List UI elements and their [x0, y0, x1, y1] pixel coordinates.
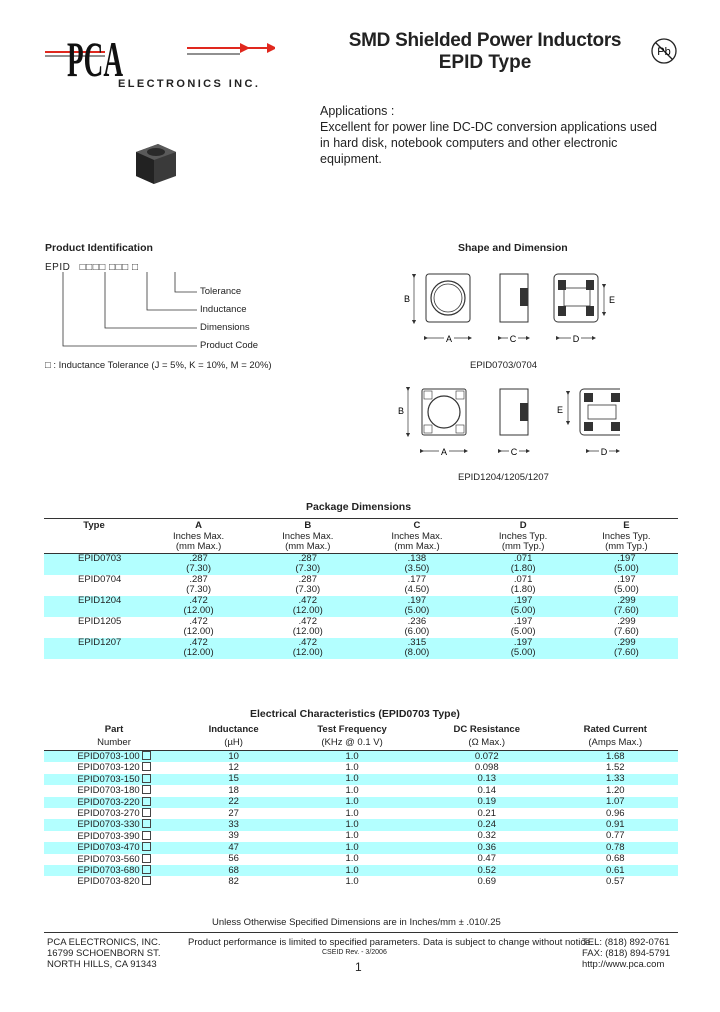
col-c: C	[362, 519, 471, 532]
cell-resistance: 0.24	[421, 819, 553, 830]
value-inches: .197	[617, 552, 636, 564]
cell-type: EPID1207	[44, 638, 144, 659]
value-mm: (5.00)	[613, 584, 639, 595]
table-row	[44, 831, 678, 842]
cell-b	[253, 617, 362, 638]
table-row	[44, 842, 678, 853]
tolerance-box-icon	[142, 751, 151, 760]
cell-resistance: 0.69	[477, 875, 496, 887]
cell-e	[575, 575, 678, 596]
value-inches: .197	[407, 594, 427, 606]
cell-frequency: 1.0	[283, 819, 421, 830]
value-inches: .299	[617, 636, 636, 648]
contact-fax: FAX: (818) 894-5791	[582, 948, 671, 959]
cell-frequency: 1.0	[345, 830, 359, 842]
cell-b	[253, 553, 362, 575]
cell-part	[44, 831, 184, 842]
table-row	[44, 819, 678, 830]
cell-frequency: 1.0	[283, 797, 421, 808]
cell-e	[575, 553, 678, 575]
col-a: A	[144, 519, 253, 532]
table-row	[44, 762, 678, 773]
table-row	[44, 774, 678, 785]
table-row	[44, 553, 678, 575]
cell-part	[44, 876, 184, 887]
cell-frequency: 1.0	[345, 784, 359, 796]
cell-resistance: 0.52	[421, 865, 553, 876]
col-frequency-unit: (KHz @ 0.1 V)	[321, 736, 383, 748]
part-number: EPID0703-180	[77, 785, 140, 797]
shape-diagram-1204	[396, 383, 620, 468]
cell-frequency: 1.0	[283, 842, 421, 853]
value-inches: .177	[407, 573, 427, 585]
value-mm: (4.50)	[404, 584, 430, 595]
tolerance-box-icon	[142, 774, 151, 783]
col-c-unit: Inches Max.	[391, 530, 443, 542]
tolerance-box-icon	[142, 854, 151, 863]
value-mm: (5.00)	[510, 626, 536, 637]
cell-inductance: 22	[184, 797, 283, 808]
cell-frequency: 1.0	[283, 751, 421, 763]
label-dimensions: Dimensions	[200, 322, 250, 333]
cell-a	[144, 575, 253, 596]
value-inches: .472	[298, 615, 317, 627]
cell-d	[472, 638, 575, 659]
cell-type: EPID1204	[44, 596, 144, 617]
value-mm: (5.00)	[510, 605, 536, 616]
col-d: D	[472, 519, 575, 532]
col-d-unit: Inches Typ.	[498, 530, 548, 542]
value-mm: (7.30)	[295, 584, 321, 595]
cell-resistance: 0.19	[421, 797, 553, 808]
tolerance-box-icon	[142, 842, 151, 851]
address-line-1: PCA ELECTRONICS, INC.	[47, 937, 161, 948]
table-row	[44, 617, 678, 638]
value-inches: .472	[189, 594, 208, 606]
cell-current: 1.52	[606, 761, 625, 773]
applications-text: Excellent for power line DC-DC conversion applications used in hard disk, notebook computers and other electronic equipment.	[320, 120, 657, 166]
value-mm: (6.00)	[404, 626, 430, 637]
tolerance-box-icon	[142, 797, 151, 806]
svg-text:D: D	[572, 334, 580, 344]
svg-text:A: A	[440, 447, 448, 457]
table-row	[44, 876, 678, 887]
cell-current: 0.68	[606, 853, 625, 865]
address-line-2: 16799 SCHOENBORN ST.	[47, 948, 161, 959]
cell-inductance: 47	[184, 842, 283, 853]
col-c-mm: (mm Max.)	[394, 541, 440, 552]
label-product-code: Product Code	[200, 340, 259, 351]
part-number: EPID0703-390	[77, 830, 140, 842]
cell-current: 0.96	[606, 807, 625, 819]
cell-frequency: 1.0	[283, 865, 421, 876]
value-inches: .287	[298, 573, 317, 585]
value-mm: (12.00)	[183, 605, 214, 616]
cell-frequency: 1.0	[345, 807, 359, 819]
value-mm: (3.50)	[404, 563, 430, 574]
value-mm: (7.60)	[613, 626, 639, 637]
cell-a	[144, 553, 253, 575]
tolerance-box-icon	[142, 876, 151, 885]
cell-a	[144, 638, 253, 659]
cell-a	[144, 617, 253, 638]
cell-type: EPID0704	[78, 573, 122, 585]
col-resistance-unit: (Ω Max.)	[468, 736, 506, 748]
cell-b	[253, 575, 362, 596]
cell-d	[472, 575, 575, 596]
cell-e	[575, 596, 678, 617]
value-mm: (12.00)	[183, 647, 214, 658]
col-inductance-unit: (µH)	[224, 736, 243, 748]
table-row	[44, 575, 678, 596]
tolerance-box-icon	[142, 785, 151, 794]
shape-caption-0703: EPID0703/0704	[470, 360, 538, 371]
col-part-sub: Number	[97, 736, 131, 748]
value-inches: .197	[617, 573, 636, 585]
cell-c	[362, 596, 471, 617]
col-e-mm: (mm Typ.)	[605, 541, 648, 552]
cell-frequency: 1.0	[345, 875, 359, 887]
value-mm: (7.30)	[295, 563, 321, 574]
part-number: EPID0703-150	[77, 773, 140, 785]
tolerance-box-icon	[142, 831, 151, 840]
cell-inductance: 56	[228, 853, 239, 865]
cell-inductance: 18	[228, 784, 239, 796]
cell-type: EPID0703	[44, 553, 144, 575]
part-number: EPID0703-270	[77, 808, 140, 820]
inductor-photo	[130, 140, 180, 188]
col-frequency: Test Frequency	[317, 724, 387, 735]
col-b-unit: Inches Max.	[282, 530, 334, 542]
part-number: EPID0703-120	[77, 762, 140, 774]
cell-part	[44, 751, 184, 763]
address-line-3: NORTH HILLS, CA 91343	[47, 959, 157, 970]
tolerance-note: □ : Inductance Tolerance (J = 5%, K = 10%, M = 20%)	[45, 360, 272, 371]
value-inches: .071	[513, 552, 533, 564]
cell-d	[472, 617, 575, 638]
cell-inductance: 10	[184, 751, 283, 763]
cell-e	[575, 617, 678, 638]
col-type: Type	[44, 519, 144, 532]
cell-e	[575, 638, 678, 659]
value-mm: (12.00)	[292, 647, 323, 658]
cell-type: EPID1205	[78, 615, 122, 627]
cell-part	[44, 797, 184, 808]
cell-d	[472, 553, 575, 575]
cell-inductance: 12	[228, 761, 239, 773]
cell-current: 0.91	[553, 819, 678, 830]
cell-frequency: 1.0	[345, 853, 359, 865]
cell-resistance: 0.32	[477, 830, 496, 842]
value-mm: (7.30)	[186, 584, 211, 595]
cell-current: 0.78	[553, 842, 678, 853]
value-inches: .197	[513, 615, 533, 627]
part-number: EPID0703-820	[77, 876, 140, 888]
col-b-mm: (mm Max.)	[285, 541, 331, 552]
cell-frequency: 1.0	[345, 761, 359, 773]
part-number: EPID0703-330	[77, 819, 140, 831]
part-number: EPID0703-220	[77, 796, 140, 808]
svg-text:C: C	[510, 447, 518, 457]
footer-divider	[44, 932, 678, 933]
value-inches: .299	[617, 594, 636, 606]
dimension-note: Unless Otherwise Specified Dimensions are in Inches/mm ± .010/.25	[212, 917, 501, 928]
label-inductance: Inductance	[200, 304, 247, 315]
product-code-callouts	[45, 270, 205, 352]
footer-contact	[582, 937, 670, 970]
value-mm: (1.80)	[510, 563, 536, 574]
part-number: EPID0703-470	[77, 842, 140, 854]
value-inches: .287	[189, 573, 208, 585]
cell-inductance: 33	[184, 819, 283, 830]
value-inches: .197	[513, 636, 533, 648]
code-prefix: EPID	[45, 262, 71, 273]
value-inches: .138	[407, 552, 427, 564]
svg-text:PCA: PCA	[67, 31, 123, 87]
value-inches: .472	[189, 615, 208, 627]
svg-text:E: E	[609, 295, 616, 305]
code-boxes: □□□□ □□□ □	[79, 262, 139, 273]
svg-text:D: D	[600, 447, 608, 457]
col-a-mm: (mm Max.)	[175, 541, 222, 552]
cell-current: 0.77	[606, 830, 625, 842]
company-subtitle: ELECTRONICS INC.	[118, 78, 261, 90]
cell-part	[44, 865, 184, 876]
col-e-unit: Inches Typ.	[602, 530, 651, 542]
value-inches: .472	[298, 636, 317, 648]
document-ref: CSEID Rev. - 3/2006	[322, 949, 387, 956]
shape-heading: Shape and Dimension	[458, 242, 568, 254]
col-b: B	[253, 519, 362, 532]
cell-c	[362, 617, 471, 638]
shape-diagram-0703	[400, 268, 620, 358]
col-current-unit: (Amps Max.)	[588, 736, 643, 748]
cell-part	[44, 808, 184, 819]
footer-address	[47, 937, 161, 970]
table-row	[44, 751, 678, 763]
cell-frequency: 1.0	[283, 774, 421, 785]
col-e: E	[575, 519, 678, 532]
cell-b	[253, 638, 362, 659]
value-inches: .287	[298, 552, 317, 564]
contact-tel: TEL: (818) 892-0761	[582, 937, 670, 948]
page-subtitle: EPID Type	[438, 52, 532, 73]
col-resistance: DC Resistance	[453, 724, 520, 735]
cell-resistance: 0.36	[421, 842, 553, 853]
cell-current: 1.07	[553, 797, 678, 808]
cell-c	[362, 638, 471, 659]
cell-b	[253, 596, 362, 617]
package-dimensions-table	[44, 518, 678, 659]
cell-inductance: 68	[184, 865, 283, 876]
value-inches: .197	[513, 594, 533, 606]
svg-text:B: B	[397, 406, 404, 416]
table-row	[44, 785, 678, 796]
cell-c	[362, 553, 471, 575]
cell-current: 0.57	[606, 875, 625, 887]
svg-text:A: A	[445, 334, 453, 344]
col-d-mm: (mm Typ.)	[501, 541, 545, 552]
svg-text:E: E	[556, 405, 563, 415]
cell-current: 0.61	[553, 865, 678, 876]
tolerance-box-icon	[142, 808, 151, 817]
value-mm: (12.00)	[292, 626, 323, 637]
value-mm: (1.80)	[510, 584, 536, 595]
cell-inductance: 82	[228, 875, 239, 887]
package-heading: Package Dimensions	[306, 501, 412, 513]
svg-text:C: C	[509, 334, 517, 344]
cell-d	[472, 596, 575, 617]
svg-text:B: B	[403, 294, 410, 304]
cell-resistance: 0.21	[477, 807, 496, 819]
col-current: Rated Current	[583, 724, 647, 735]
part-number: EPID0703-100	[77, 751, 140, 762]
tolerance-box-icon	[142, 865, 151, 874]
cell-part	[44, 785, 184, 796]
page-title: SMD Shielded Power Inductors	[348, 30, 622, 51]
table-row	[44, 854, 678, 865]
cell-inductance: 39	[228, 830, 239, 842]
value-mm: (5.00)	[404, 605, 430, 616]
cell-part	[44, 774, 184, 785]
table-row	[44, 808, 678, 819]
cell-resistance: 0.072	[421, 751, 553, 763]
value-mm: (12.00)	[183, 626, 214, 637]
cell-resistance: 0.098	[474, 761, 499, 773]
cell-part	[44, 819, 184, 830]
cell-inductance: 27	[228, 807, 239, 819]
cell-a	[144, 596, 253, 617]
value-mm: (5.00)	[510, 647, 536, 658]
value-inches: .472	[189, 636, 208, 648]
value-inches: .472	[298, 594, 317, 606]
value-inches: .299	[617, 615, 636, 627]
col-inductance: Inductance	[208, 724, 259, 735]
part-number: EPID0703-680	[77, 865, 140, 877]
cell-current: 1.33	[553, 774, 678, 785]
cell-part	[44, 854, 184, 865]
col-a-unit: Inches Max.	[172, 530, 225, 542]
value-mm: (7.60)	[613, 605, 639, 616]
table-row	[44, 638, 678, 659]
value-inches: .071	[513, 573, 533, 585]
value-inches: .236	[407, 615, 427, 627]
svg-text:Pb: Pb	[657, 46, 671, 58]
product-id-heading: Product Identification	[45, 242, 153, 254]
value-inches: .315	[407, 636, 427, 648]
table-row	[44, 596, 678, 617]
electrical-table	[44, 725, 678, 888]
value-mm: (8.00)	[404, 647, 430, 658]
cell-part	[44, 842, 184, 853]
cell-inductance: 15	[184, 774, 283, 785]
value-mm: (12.00)	[292, 605, 323, 616]
table-row	[44, 865, 678, 876]
tolerance-box-icon	[142, 762, 151, 771]
applications-heading: Applications :	[320, 104, 395, 118]
part-number: EPID0703-560	[77, 853, 140, 865]
shape-caption-1204: EPID1204/1205/1207	[458, 472, 549, 483]
disclaimer: Product performance is limited to specified parameters. Data is subject to change without notice.	[188, 937, 594, 948]
tolerance-box-icon	[142, 819, 151, 828]
electrical-heading: Electrical Characteristics (EPID0703 Type)	[250, 708, 460, 720]
cell-current: 1.20	[606, 784, 625, 796]
cell-resistance: 0.47	[477, 853, 496, 865]
cell-resistance: 0.13	[421, 774, 553, 785]
page-number: 1	[355, 960, 362, 974]
label-tolerance: Tolerance	[200, 286, 242, 297]
cell-c	[362, 575, 471, 596]
contact-website[interactable]: http://www.pca.com	[582, 959, 665, 970]
cell-current: 1.68	[553, 751, 678, 763]
cell-resistance: 0.14	[477, 784, 496, 796]
lead-free-icon	[650, 37, 678, 65]
col-part: Part	[104, 724, 124, 735]
cell-part	[44, 762, 184, 773]
table-row	[44, 797, 678, 808]
value-inches: .287	[189, 552, 208, 564]
value-mm: (7.60)	[613, 647, 639, 658]
value-mm: (7.30)	[186, 563, 211, 574]
value-mm: (5.00)	[613, 563, 639, 574]
